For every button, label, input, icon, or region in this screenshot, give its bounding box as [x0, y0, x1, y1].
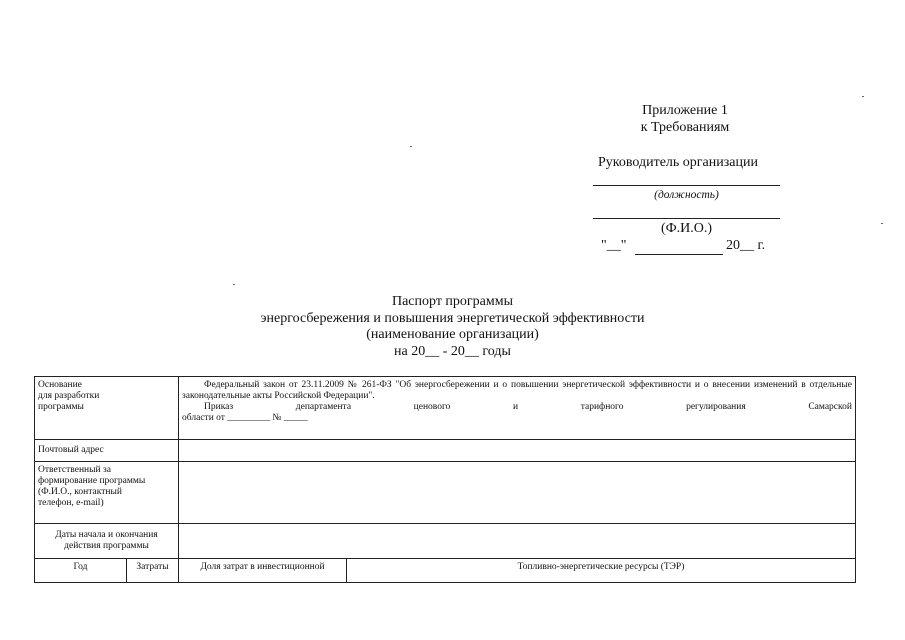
title-line-1: Паспорт программы	[391, 294, 514, 309]
title-line-2: энергосбережения и повышения энергетической эффективности	[260, 310, 645, 326]
postal-address-label: Почтовый адрес	[35, 440, 179, 462]
position-signature-line	[593, 185, 780, 186]
head-of-organization: Руководитель организации	[598, 155, 758, 170]
program-dates-label: Даты начала и окончания действия программы	[35, 524, 179, 559]
date-month-line	[635, 254, 723, 255]
title-line-3: (наименование организации)	[366, 327, 539, 342]
column-costs: Затраты	[127, 559, 179, 583]
position-hint: (должность)	[654, 189, 719, 201]
document-title	[150, 294, 755, 360]
responsible-label: Ответственный за формирование программы (Ф.И.О., контактный телефон, e-mail)	[35, 462, 179, 524]
fio-hint: (Ф.И.О.)	[660, 221, 713, 236]
order-word: Самарской	[808, 402, 852, 412]
program-dates-value	[179, 524, 856, 559]
column-year: Год	[35, 559, 127, 583]
table-row-basis	[35, 377, 856, 440]
date-day: "__"	[601, 238, 627, 253]
table-row-responsible	[35, 462, 856, 524]
order-tail: области от _________ № _____	[182, 413, 308, 423]
postal-address-value	[179, 440, 856, 462]
program-passport-table	[34, 376, 856, 583]
column-investment-share: Доля затрат в инвестиционной	[179, 559, 347, 583]
fio-signature-line	[593, 218, 780, 219]
basis-value	[179, 377, 856, 440]
scan-speck	[881, 223, 883, 224]
table-row-program-dates	[35, 524, 856, 559]
column-fuel-energy-resources: Топливно-энергетические ресурсы (ТЭР)	[347, 559, 856, 583]
federal-law-text: Федеральный закон от 23.11.2009 № 261-ФЗ "Об энергосбережении и о повышении энергетической эффективности и о внесении изменений в отдельные законодательные акты Российской Федерации".	[182, 380, 852, 401]
order-word: департамента	[295, 402, 352, 412]
appendix-number: Приложение 1	[642, 103, 728, 118]
order-line	[182, 402, 852, 413]
scan-speck	[233, 284, 235, 285]
order-word: Приказ	[204, 402, 234, 412]
order-word: тарифного	[580, 402, 624, 412]
scan-speck	[410, 146, 412, 147]
order-word: и	[513, 402, 519, 412]
responsible-value	[179, 462, 856, 524]
basis-label: Основание для разработки программы	[35, 377, 179, 440]
appendix-reference: к Требованиям	[640, 120, 730, 135]
title-line-4: на 20__ - 20__ годы	[394, 343, 511, 359]
order-word: регулирования	[686, 402, 746, 412]
table-row-postal-address	[35, 440, 856, 462]
scan-speck	[862, 96, 864, 97]
date-year: 20__ г.	[726, 238, 766, 253]
order-word: ценового	[413, 402, 451, 412]
table-row-columns-header	[35, 559, 856, 583]
